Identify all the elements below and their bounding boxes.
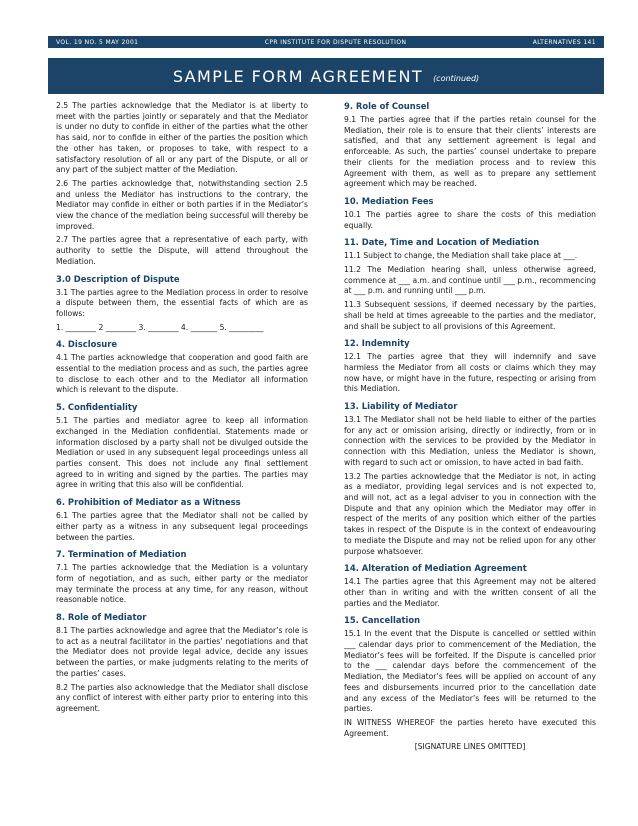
heading-termination: 7. Termination of Mediation bbox=[56, 549, 187, 560]
page-title: SAMPLE FORM AGREEMENT bbox=[172, 66, 424, 86]
paragraph-8-1: 8.1 The parties acknowledge and agree that the Mediator’s role is to act as a neutral facilitator in the parties’ negotiations and that the Mediator does not provide legal advice, decide any issues between the parties, or make judgments relating to the merits of the parties’ cases. bbox=[56, 626, 308, 678]
paragraph-2-7: 2.7 The parties agree that a representative of each party, with authority to settle the Dispute, will attend throughout the Mediation. bbox=[56, 235, 308, 266]
paragraph-14-1: 14.1 The parties agree that this Agreement may not be altered other than in writing and with the written consent of all the parties and the Mediator. bbox=[344, 577, 596, 608]
paragraph-2-5: 2.5 The parties acknowledge that the Mediator is at liberty to meet with the parties jointly or separately and that the Mediator is under no duty to confide in either of the parties what the other has said, nor to confide in either of the parties the position which the other has taken, or proposes to take, with respect to a satisfactory resolution of all or any part of the Dispute, or all or any part of the subject matter of the Mediation. bbox=[56, 101, 308, 175]
title-banner bbox=[48, 58, 604, 94]
paragraph-11-1: 11.1 Subject to change, the Mediation shall take place at ___. bbox=[344, 251, 578, 261]
paragraph-9-1: 9.1 The parties agree that if the parties retain counsel for the Mediation, their role is to ensure that their clients’ interests are satisfied, and that any settlement agreement is legal and enforceable. As such, the parties’ counsel undertake to prepare their clients for the mediation process and to review this Agreement with them, as well as to prepare any settlement agreement which may be reached. bbox=[344, 115, 596, 189]
heading-role-of-counsel: 9. Role of Counsel bbox=[344, 101, 430, 111]
paragraph-10-1: 10.1 The parties agree to share the costs of this mediation equally. bbox=[344, 209, 596, 230]
body-columns bbox=[48, 101, 604, 756]
paragraph-3-1: 3.1 The parties agree to the Mediation process in order to resolve a dispute between them, the essential facts of which are as follows: bbox=[56, 287, 308, 318]
heading-cancellation: 15. Cancellation bbox=[344, 615, 421, 626]
heading-role-of-mediator: 8. Role of Mediator bbox=[56, 612, 147, 623]
witness-clause: IN WITNESS WHEREOF the parties hereto have executed this Agreement. bbox=[344, 717, 596, 738]
heading-date-time-location: 11. Date, Time and Location of Mediation bbox=[344, 237, 540, 248]
paragraph-7-1: 7.1 The parties acknowledge that the Mediation is a voluntary form of negotiation, and as such, either party or the mediator may terminate the process at any time, for any reason, without reasonable notice. bbox=[56, 563, 308, 605]
heading-alteration: 14. Alteration of Mediation Agreement bbox=[344, 563, 527, 574]
running-header bbox=[48, 36, 604, 48]
title-continued: (continued) bbox=[433, 73, 480, 83]
issue-info: VOL. 19 NO. 5 MAY 2001 bbox=[56, 38, 139, 46]
paragraph-11-3: 11.3 Subsequent sessions, if deemed necessary by the parties, shall be held at times agreeable to the parties and the mediator, and shall be subject to all provisions of this Agreement. bbox=[344, 300, 596, 331]
heading-prohibition-witness: 6. Prohibition of Mediator as a Witness bbox=[56, 497, 241, 508]
dispute-blanks: 1. ________ 2 ________ 3. ________ 4. _______ 5. _________ bbox=[56, 322, 264, 332]
left-column bbox=[56, 101, 308, 756]
page-number: ALTERNATIVES 141 bbox=[532, 38, 596, 46]
heading-description-of-dispute: 3.0 Description of Dispute bbox=[56, 273, 180, 284]
heading-mediation-fees: 10. Mediation Fees bbox=[344, 195, 434, 206]
paragraph-11-2: 11.2 The Mediation hearing shall, unless otherwise agreed, commence at ___ a.m. and continue until ___ p.m., recommencing at ___ p.m. and running until ___ p.m. bbox=[344, 265, 596, 296]
paragraph-13-2: 13.2 The parties acknowledge that the Mediator is not, in acting as a mediator, providing legal services and is not expected to, and will not, act as a legal adviser to you in connection with the Dispute and that any opinion which the Mediator may offer in respect of the merits of any position which either of the parties takes in respect of the Dispute is in the context of endeavouring to mediate the Dispute and may not be relied upon for any other purpose whatsoever. bbox=[344, 471, 596, 556]
paragraph-5-1: 5.1 The parties and mediator agree to keep all information exchanged in the Mediation confidential. Statements made or information disclosed by a party shall not be divulged outside the Mediation or used in any subsequent legal proceedings unless all parties consent. This does not include any final settlement agreed to in writing and signed by the parties. The parties may agree in writing that this also will be confidential. bbox=[56, 416, 308, 490]
paragraph-6-1: 6.1 The parties agree that the Mediator shall not be called by either party as a witness in any subsequent legal proceedings between the parties. bbox=[56, 511, 308, 542]
signature-lines-note: [SIGNATURE LINES OMITTED] bbox=[414, 742, 526, 752]
heading-liability: 13. Liability of Mediator bbox=[344, 401, 458, 412]
paragraph-13-1: 13.1 The Mediator shall not be held liable to either of the parties for any act or omission arising, directly or indirectly, from or in connection with the services to be provided by the Mediator in connection with this Mediation, unless the Mediator is shown, with regard to such act or omission, to have acted in bad faith. bbox=[344, 415, 596, 467]
paragraph-4-1: 4.1 The parties acknowledge that cooperation and good faith are essential to the mediation process and as such, the parties agree to disclose to each other and to the Mediator all information which is relevant to the dispute. bbox=[56, 353, 308, 395]
paragraph-8-2: 8.2 The parties also acknowledge that the Mediator shall disclose any conflict of interest with either party prior to entering into this agreement. bbox=[56, 682, 308, 713]
publisher-name: CPR INSTITUTE FOR DISPUTE RESOLUTION bbox=[264, 38, 407, 46]
paragraph-2-6: 2.6 The parties acknowledge that, notwithstanding section 2.5 and unless the Mediator has instructions to the contrary, the Mediator may confide in either or both parties if in the Mediator’s view the chance of the mediation being successful will thereby be improved. bbox=[56, 178, 308, 231]
paragraph-15-1: 15.1 In the event that the Dispute is cancelled or settled within ___ calendar days prior to commencement of the Mediation, the Mediator’s fees will be forfeited. If the Dispute is cancelled prior to the ___ calendar days before the commencement of the Mediation, the Mediator’s fees will be applied on account of any fees and disbursements incurred prior to the cancellation date and any excess of the Mediator’s fees will be returned to the parties. bbox=[344, 629, 596, 714]
heading-disclosure: 4. Disclosure bbox=[56, 339, 118, 350]
heading-indemnity: 12. Indemnity bbox=[344, 338, 410, 349]
right-column bbox=[344, 101, 596, 756]
paragraph-12-1: 12.1 The parties agree that they will indemnify and save harmless the Mediator from all costs or claims which they may now have, or might have in the future, respecting or arising from this Mediation. bbox=[344, 352, 596, 394]
heading-confidentiality: 5. Confidentiality bbox=[56, 402, 138, 413]
page bbox=[48, 36, 604, 756]
